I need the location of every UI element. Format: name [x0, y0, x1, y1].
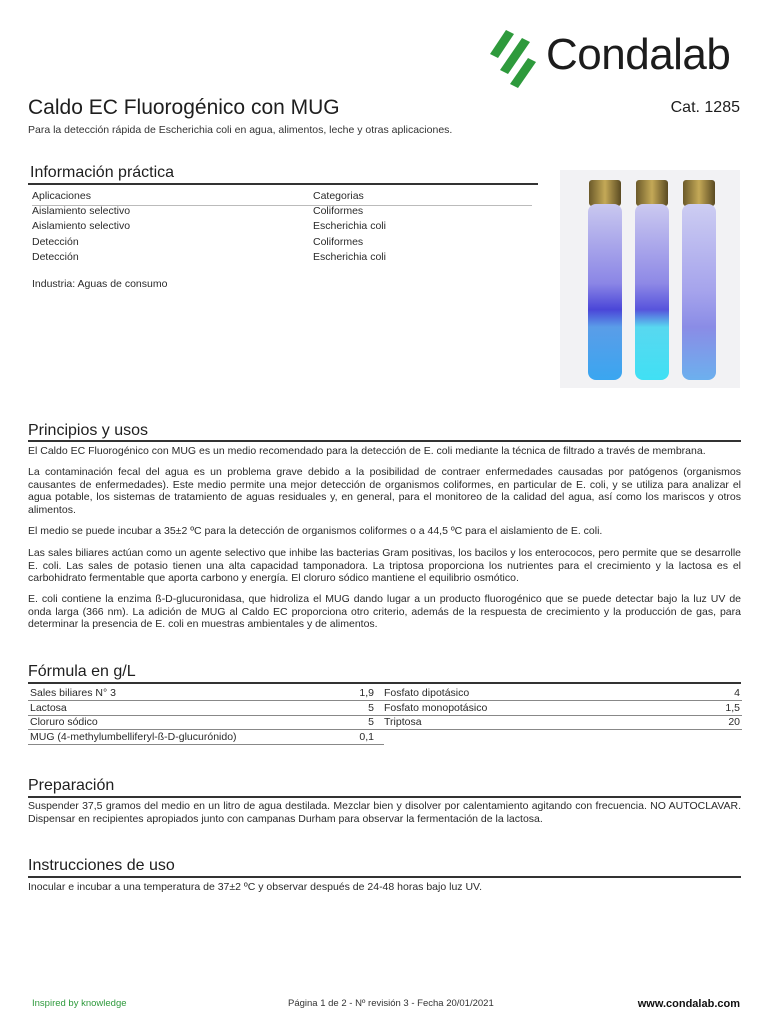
application-cell: Aislamiento selectivo — [32, 205, 131, 217]
ingredient-value: 0,1 — [359, 731, 374, 743]
application-cell: Detección — [32, 251, 79, 263]
industry-label: Industria: Aguas de consumo — [32, 278, 168, 290]
section-title-formula: Fórmula en g/L — [28, 663, 136, 680]
table-row — [32, 251, 532, 266]
paragraph: El medio se puede incubar a 35±2 ºC para la detección de organismos coliformes o a 44,5 ºC para el aislamiento de E. coli. — [28, 525, 603, 537]
formula-row — [382, 702, 742, 716]
column-header-categories: Categorias — [313, 190, 364, 202]
category-cell: Coliformes — [313, 205, 364, 217]
formula-row — [28, 731, 384, 745]
paragraph: Las sales biliares actúan como un agente selectivo que inhibe las bacterias Gram positivas, los bacilos y los enterococos, pero permite que se desarrolle E. coli. Las sales de potasio tienen una alta capacidad tamponadora. La triptosa proporciona los nutrientes para el crecimiento y la lactosa es el carbohidrato fermentable que aporta carbono y energía. El cloruro sódico mantiene el equilibrio osmótico. — [28, 547, 741, 584]
section-rule — [28, 440, 741, 442]
application-cell: Detección — [32, 236, 79, 248]
table-row — [32, 236, 532, 251]
ingredient-name: MUG (4-methylumbelliferyl-ß-D-glucurónido) — [30, 731, 237, 743]
footer-page-info: Página 1 de 2 - Nº revisión 3 - Fecha 20/01/2021 — [288, 998, 494, 1009]
formula-row — [382, 687, 742, 701]
ingredient-value: 1,9 — [359, 687, 374, 699]
column-header-applications: Aplicaciones — [32, 190, 91, 202]
formula-row — [382, 716, 742, 730]
table-header — [32, 190, 532, 206]
document-subtitle: Para la detección rápida de Escherichia coli en agua, alimentos, leche y otras aplicaciones. — [28, 124, 453, 136]
brand-logo — [488, 26, 744, 92]
product-photo — [560, 170, 740, 388]
instructions-text: Inocular e incubar a una temperatura de 37±2 ºC y observar después de 24-48 horas bajo luz UV. — [28, 881, 482, 893]
table-row — [32, 205, 532, 220]
document-title: Caldo EC Fluorogénico con MUG — [28, 96, 340, 119]
ingredient-value: 1,5 — [725, 702, 740, 714]
formula-row — [28, 716, 384, 730]
formula-row — [28, 702, 384, 716]
category-cell: Escherichia coli — [313, 220, 386, 232]
paragraph: El Caldo EC Fluorogénico con MUG es un medio recomendado para la detección de E. coli mediante la técnica de filtrado a través de membrana. — [28, 445, 706, 457]
condalab-logo-icon — [488, 28, 538, 90]
category-cell: Coliformes — [313, 236, 364, 248]
paragraph: E. coli contiene la enzima ß-D-glucuronidasa, que hidroliza el MUG dando lugar a un producto fluorogénico que se puede detectar bajo la luz UV de onda larga (366 nm). La adición de MUG al Caldo EC proporciona otro criterio, además de la respuesta de crecimiento y la producción de gas, para determinar la presencia de E. coli en muestras ambientales y de alimentos. — [28, 593, 741, 630]
ingredient-value: 5 — [368, 716, 374, 728]
ingredient-name: Cloruro sódico — [30, 716, 98, 728]
paragraph: La contaminación fecal del agua es un problema grave debido a la posibilidad de contraer enfermedades causadas por patógenos (organismos causantes de enfermedades). Este medio permite una mejor detección de organismos coliformes, en particular de E. coli, y se utiliza para analizar el agua potable, los sistemas de tratamiento de aguas residuales y, en general, para el monitoreo de la calidad del agua, así como los mariscos y otros alimentos. — [28, 466, 741, 516]
ingredient-value: 5 — [368, 702, 374, 714]
ingredient-value: 20 — [728, 716, 740, 728]
section-title-principles: Principios y usos — [28, 422, 149, 439]
formula-row — [28, 687, 384, 701]
test-tubes-image — [560, 170, 740, 388]
catalog-number: Cat. 1285 — [670, 99, 740, 116]
section-rule — [28, 876, 741, 878]
footer-website-link[interactable]: www.condalab.com — [637, 998, 740, 1010]
section-title-preparation: Preparación — [28, 777, 115, 794]
preparation-text: Suspender 37,5 gramos del medio en un litro de agua destilada. Mezclar bien y disolver por calentamiento agitando con frecuencia. NO AUTOCLAVAR. Dispensar en recipientes apropiados junto con campanas Durham para observar la fermentación de la lactosa. — [28, 800, 741, 825]
section-title-instructions: Instrucciones de uso — [28, 857, 175, 874]
section-rule — [28, 796, 741, 798]
brand-name: Condalab — [546, 30, 731, 79]
category-cell: Escherichia coli — [313, 251, 386, 263]
table-row — [32, 220, 532, 235]
footer-tagline: Inspired by knowledge — [32, 998, 127, 1009]
ingredient-name: Fosfato dipotásico — [384, 687, 470, 699]
ingredient-name: Fosfato monopotásico — [384, 702, 488, 714]
ingredient-value: 4 — [734, 687, 740, 699]
ingredient-name: Lactosa — [30, 702, 67, 714]
ingredient-name: Triptosa — [384, 716, 422, 728]
section-title-practical: Información práctica — [30, 164, 175, 181]
application-cell: Aislamiento selectivo — [32, 220, 131, 232]
ingredient-name: Sales biliares N° 3 — [30, 687, 116, 699]
section-rule — [28, 682, 741, 684]
section-rule — [28, 183, 538, 185]
